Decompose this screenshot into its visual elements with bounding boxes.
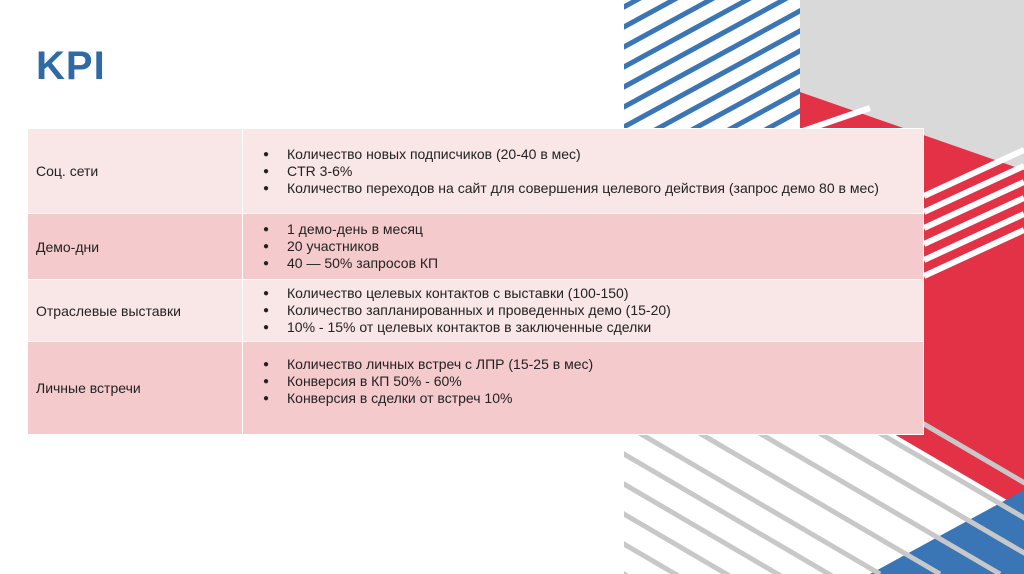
table-row (28, 214, 924, 280)
row-category: Личные встречи (28, 342, 243, 435)
list-item: ● 20 участников (263, 238, 923, 255)
list-item: ● 1 демо-день в месяц (263, 221, 923, 238)
list-item: ● Количество личных встреч с ЛПР (15-25 в мес) (263, 356, 923, 373)
list-item: ● Количество целевых контактов с выставки (100-150) (263, 285, 923, 302)
list-item: ● Количество переходов на сайт для совершения целевого действия (запрос демо 80 в мес) (263, 180, 923, 197)
kpi-list (243, 221, 923, 272)
list-item: ● Количество запланированных и проведенных демо (15-20) (263, 302, 923, 319)
kpi-list (243, 285, 923, 336)
list-item: ● 40 — 50% запросов КП (263, 255, 923, 272)
kpi-table (27, 128, 924, 435)
table-row (28, 129, 924, 214)
list-item: ● Конверсия в КП 50% - 60% (263, 373, 923, 390)
list-item: ● Количество новых подписчиков (20-40 в мес) (263, 146, 923, 163)
kpi-list (243, 146, 923, 197)
list-item: ● 10% - 15% от целевых контактов в заключенные сделки (263, 319, 923, 336)
row-category: Отраслевые выставки (28, 280, 243, 342)
table-row (28, 342, 924, 435)
list-item: ● Конверсия в сделки от встреч 10% (263, 390, 923, 407)
kpi-list (243, 356, 923, 407)
table-row (28, 280, 924, 342)
row-category: Соц. сети (28, 129, 243, 214)
page-title: KPI (36, 44, 106, 88)
list-item: ● CTR 3-6% (263, 163, 923, 180)
row-category: Демо-дни (28, 214, 243, 280)
